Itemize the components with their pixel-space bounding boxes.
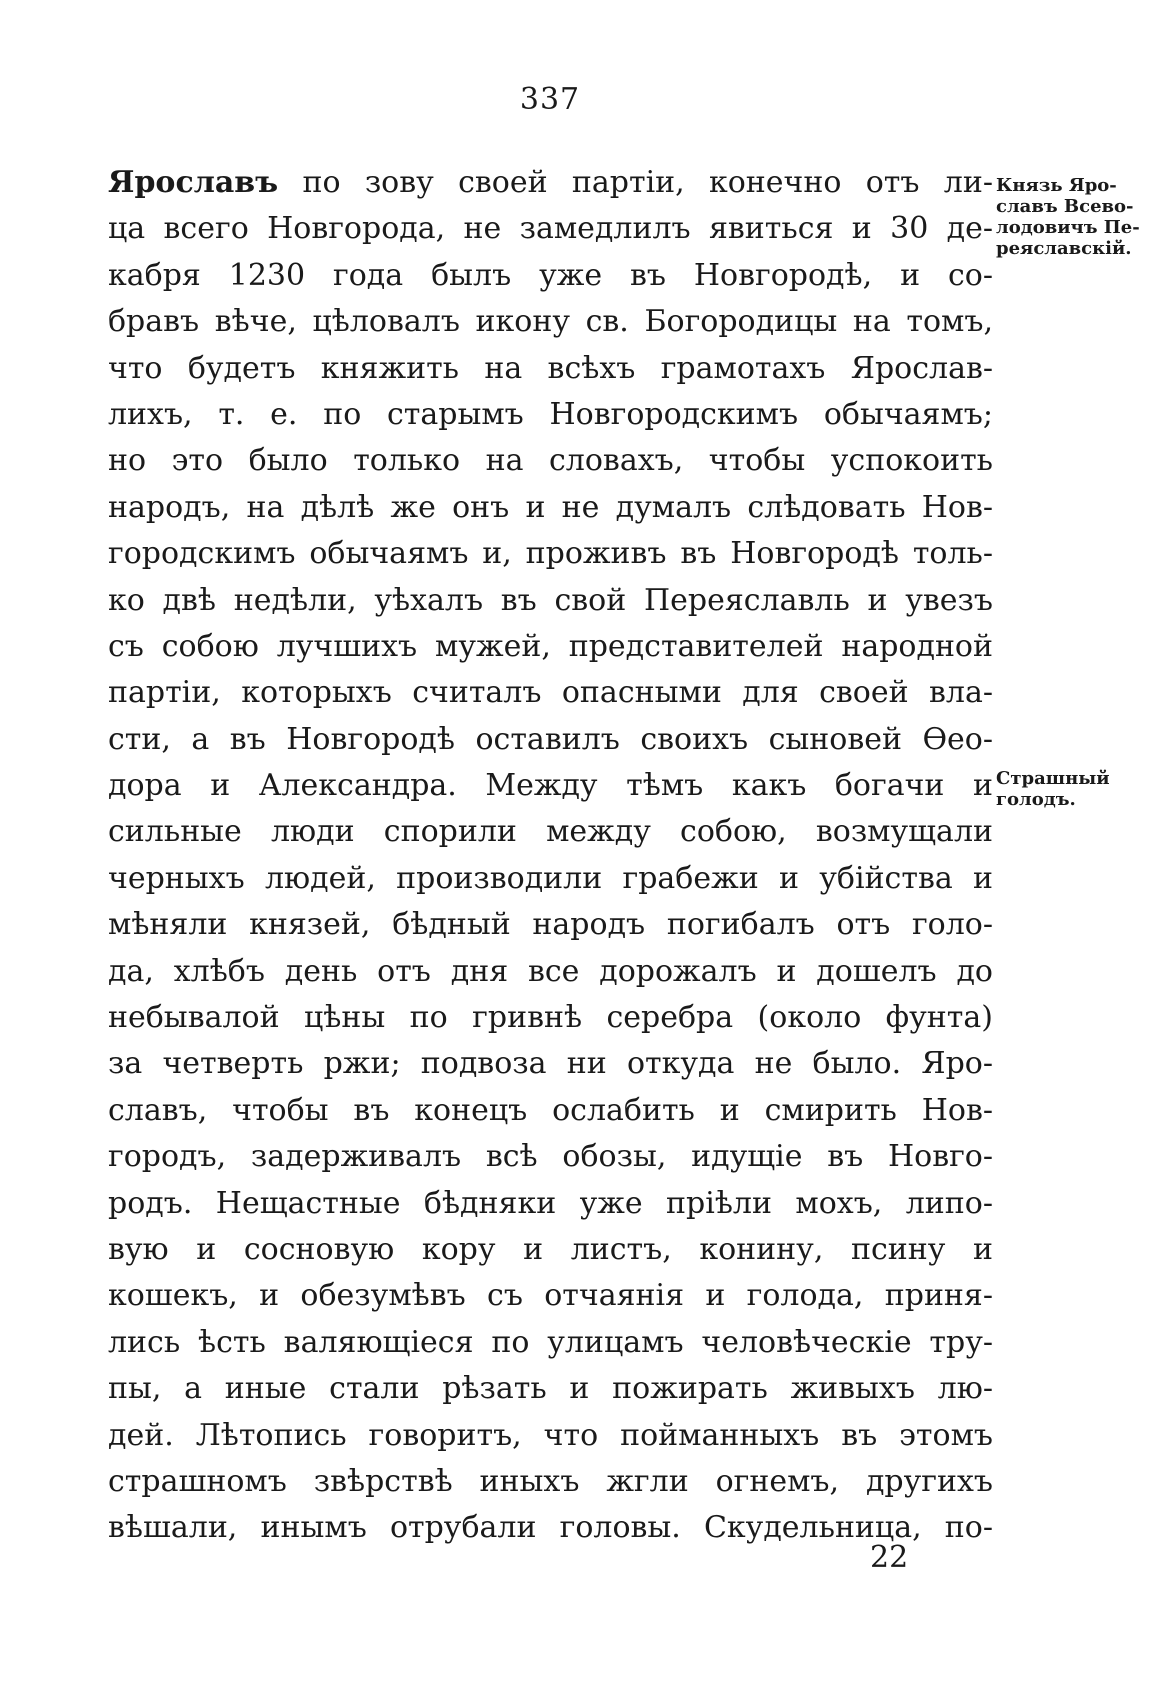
text-line: кабря 1230 года былъ уже въ Новгородѣ, и со-	[108, 257, 993, 293]
text-line: ца всего Новгорода, не замедлилъ явиться и 30 де-	[108, 211, 993, 247]
margin-note-line: славъ Всево-	[996, 196, 1134, 217]
text-line: мѣняли князей, бѣдный народъ погибалъ отъ голо-	[108, 907, 993, 943]
first-word: Ярославъ	[108, 165, 279, 200]
text-line: страшномъ звѣрствѣ иныхъ жгли огнемъ, другихъ	[108, 1463, 993, 1499]
text-line: славъ, чтобы въ конецъ ослабить и смирить Нов-	[108, 1092, 993, 1128]
page-number: 337	[519, 82, 581, 117]
text-line: сильные люди спорили между собою, возмущали	[108, 814, 993, 850]
margin-note-line: голодъ.	[996, 789, 1076, 810]
margin-note-line: Страшный	[996, 768, 1110, 789]
text-line: вѣшали, инымъ отрубали головы. Скудельница, по-	[108, 1510, 993, 1546]
text-line: городъ, задерживалъ всѣ обозы, идущіе въ Новго-	[108, 1139, 993, 1175]
text-line: народъ, на дѣлѣ же онъ и не думалъ слѣдовать Нов-	[108, 489, 993, 525]
text-line: ко двѣ недѣли, уѣхалъ въ свой Переяславль и увезъ	[108, 582, 993, 618]
margin-note-line: лодовичъ Пе-	[996, 217, 1140, 238]
text-line: съ собою лучшихъ мужей, представителей народной	[108, 628, 993, 664]
text-line: да, хлѣбъ день отъ дня все дорожалъ и дошелъ до	[108, 953, 993, 989]
text-line: черныхъ людей, производили грабежи и убійства и	[108, 860, 993, 896]
text-line: вую и сосновую кору и листъ, конину, псину и	[108, 1231, 993, 1267]
text-line: за четверть ржи; подвоза ни откуда не было. Яро-	[108, 1046, 993, 1082]
text-line: но это было только на словахъ, чтобы успокоить	[108, 443, 993, 479]
text-line: кошекъ, и обезумѣвъ съ отчаянія и голода, приня-	[108, 1278, 993, 1314]
text-line: лись ѣсть валяющіеся по улицамъ человѣческіе тру-	[108, 1324, 993, 1360]
signature-mark: 22	[870, 1540, 909, 1575]
text-line: что будетъ княжить на всѣхъ грамотахъ Ярослав-	[108, 350, 993, 386]
margin-note-famine	[996, 768, 1110, 810]
text-line: дора и Александра. Между тѣмъ какъ богачи и	[108, 768, 993, 804]
text-line: сти, а въ Новгородѣ оставилъ своихъ сыновей Өео-	[108, 721, 993, 757]
text-line: бравъ вѣче, цѣловалъ икону св. Богородицы на томъ,	[108, 304, 993, 340]
body-text	[108, 160, 993, 1552]
margin-note-line: Князь Яро-	[996, 175, 1117, 196]
first-line-rest: по зову своей партіи, конечно отъ ли-	[278, 165, 993, 200]
text-line: небывалой цѣны по гривнѣ серебра (около фунта)	[108, 1000, 993, 1036]
margin-note-prince-yaroslav	[996, 175, 1140, 259]
text-line: партіи, которыхъ считалъ опасными для своей вла-	[108, 675, 993, 711]
text-line: дей. Лѣтопись говоритъ, что пойманныхъ въ этомъ	[108, 1417, 993, 1453]
text-line: пы, а иные стали рѣзать и пожирать живыхъ лю-	[108, 1371, 993, 1407]
text-line-first	[108, 160, 993, 206]
text-line: лихъ, т. е. по старымъ Новгородскимъ обычаямъ;	[108, 396, 993, 432]
text-line: родъ. Нещастные бѣдняки уже пріѣли мохъ, липо-	[108, 1185, 993, 1221]
text-line: городскимъ обычаямъ и, проживъ въ Новгородѣ толь-	[108, 536, 993, 572]
margin-note-line: реяславскій.	[996, 238, 1132, 259]
